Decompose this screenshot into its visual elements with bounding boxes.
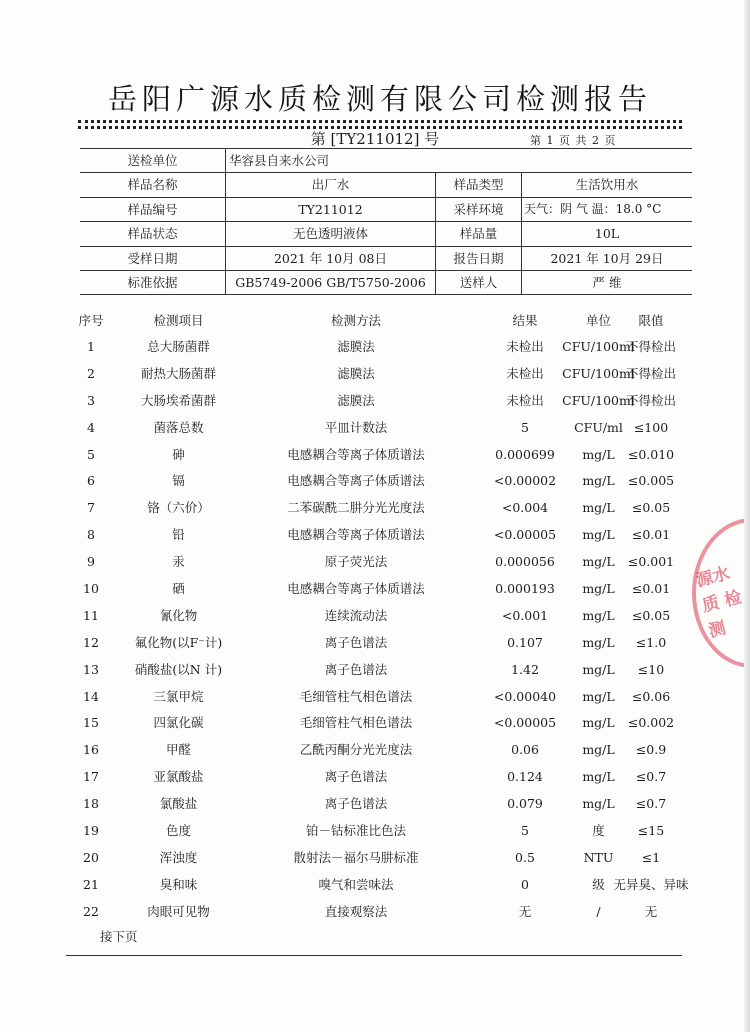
row-method: 平皿计数法 bbox=[324, 419, 388, 435]
row-no: 14 bbox=[83, 688, 99, 704]
row-method: 离子色谱法 bbox=[324, 661, 388, 677]
row-unit: 度 bbox=[592, 823, 605, 839]
info-row-dates bbox=[80, 247, 692, 271]
row-unit: mg/L bbox=[582, 500, 615, 516]
client-label: 送检单位 bbox=[80, 149, 226, 172]
row-no: 18 bbox=[83, 796, 99, 812]
test-rows bbox=[66, 334, 689, 926]
row-limit: ≤10 bbox=[637, 661, 665, 677]
row-item: 氯酸盐 bbox=[159, 796, 198, 812]
table-row bbox=[66, 361, 686, 388]
row-no: 7 bbox=[87, 500, 95, 516]
row-unit: mg/L bbox=[582, 634, 615, 650]
table-row bbox=[66, 657, 686, 684]
row-item: 四氯化碳 bbox=[153, 715, 204, 731]
row-unit: mg/L bbox=[582, 473, 615, 489]
row-result: 未检出 bbox=[506, 365, 544, 381]
row-item: 铬（六价） bbox=[147, 500, 210, 516]
row-result: <0.00040 bbox=[493, 688, 557, 704]
row-unit: CFU/100ml bbox=[562, 365, 635, 381]
table-row bbox=[66, 388, 686, 415]
row-limit: ≤0.05 bbox=[631, 500, 671, 516]
row-no: 19 bbox=[83, 823, 99, 839]
table-row bbox=[66, 522, 686, 549]
row-unit: CFU/100ml bbox=[562, 339, 635, 354]
row-unit: CFU/ml bbox=[574, 419, 623, 435]
table-row bbox=[66, 845, 686, 872]
row-unit: mg/L bbox=[582, 769, 615, 785]
row-unit: mg/L bbox=[582, 715, 615, 731]
row-result: 0.079 bbox=[507, 796, 543, 812]
row-result: 无 bbox=[518, 903, 532, 919]
row-limit: 不得检出 bbox=[625, 392, 676, 408]
row-method: 滤膜法 bbox=[337, 392, 375, 408]
table-row bbox=[66, 710, 686, 737]
row-no: 6 bbox=[87, 473, 95, 489]
client-value: 华容县自来水公司 bbox=[229, 153, 330, 168]
row-limit: ≤100 bbox=[633, 419, 669, 435]
row-unit: mg/L bbox=[582, 527, 615, 543]
sample-id-value: TY211012 bbox=[226, 198, 436, 221]
row-limit: 无 bbox=[644, 903, 658, 919]
row-limit: ≤15 bbox=[637, 823, 665, 839]
row-result: <0.001 bbox=[501, 607, 549, 623]
row-result: <0.00002 bbox=[493, 473, 557, 489]
row-no: 15 bbox=[83, 715, 99, 731]
sender-label: 送样人 bbox=[436, 271, 522, 294]
table-row bbox=[66, 415, 686, 442]
row-limit: ≤0.010 bbox=[627, 446, 675, 462]
row-no: 11 bbox=[83, 607, 99, 623]
row-item: 亚氯酸盐 bbox=[153, 769, 204, 785]
row-result: 5 bbox=[521, 823, 529, 839]
row-limit: ≤0.9 bbox=[635, 742, 667, 758]
row-method: 滤膜法 bbox=[337, 365, 375, 381]
row-item: 铅 bbox=[172, 527, 185, 543]
row-item: 色度 bbox=[165, 823, 191, 839]
row-item: 菌落总数 bbox=[153, 419, 204, 435]
row-no: 3 bbox=[87, 392, 95, 408]
row-result: 0.5 bbox=[515, 849, 535, 865]
header-limit: 限值 bbox=[638, 313, 664, 328]
row-result: 0.124 bbox=[507, 769, 543, 785]
row-limit: ≤1.0 bbox=[635, 634, 667, 650]
row-item: 臭和味 bbox=[159, 876, 198, 892]
row-result: 0.107 bbox=[507, 634, 543, 650]
header-unit: 单位 bbox=[585, 313, 611, 328]
row-no: 17 bbox=[83, 769, 99, 785]
table-row bbox=[66, 737, 686, 764]
row-item: 砷 bbox=[172, 446, 185, 462]
table-row bbox=[66, 468, 686, 495]
row-no: 4 bbox=[87, 419, 95, 435]
table-row bbox=[66, 791, 686, 818]
row-method: 电感耦合等离子体质谱法 bbox=[287, 581, 425, 597]
row-unit: NTU bbox=[583, 849, 614, 865]
row-result: 1.42 bbox=[511, 661, 539, 677]
sample-name-label: 样品名称 bbox=[80, 173, 226, 196]
table-row bbox=[66, 872, 689, 899]
row-limit: ≤0.005 bbox=[627, 473, 675, 489]
row-limit: 不得检出 bbox=[625, 339, 676, 354]
row-no: 2 bbox=[87, 365, 95, 381]
header-item: 检测项目 bbox=[153, 313, 204, 328]
row-unit: mg/L bbox=[582, 688, 615, 704]
sample-type-label: 样品类型 bbox=[436, 173, 522, 196]
row-unit: mg/L bbox=[582, 554, 615, 570]
row-result: 0 bbox=[521, 876, 529, 892]
row-limit: ≤0.01 bbox=[631, 527, 671, 543]
row-no: 1 bbox=[87, 339, 95, 354]
report-number: 第 [TY211012] 号 bbox=[310, 130, 440, 148]
row-method: 电感耦合等离子体质谱法 bbox=[287, 473, 425, 489]
table-row bbox=[66, 764, 686, 791]
env-value: 天气：阴 气 温：18.0 °C bbox=[524, 201, 662, 216]
row-method: 铂－钴标准比色法 bbox=[305, 823, 406, 839]
row-item: 大肠埃希菌群 bbox=[140, 392, 216, 408]
row-item: 汞 bbox=[172, 554, 185, 570]
header-no: 序号 bbox=[78, 313, 104, 328]
row-no: 8 bbox=[87, 527, 95, 543]
row-limit: ≤0.06 bbox=[631, 688, 671, 704]
table-row bbox=[66, 603, 686, 630]
info-row-sample-id bbox=[80, 198, 692, 222]
row-method: 滤膜法 bbox=[337, 339, 375, 354]
row-method: 乙酰丙酮分光光度法 bbox=[299, 742, 413, 758]
table-row bbox=[66, 495, 686, 522]
row-unit: mg/L bbox=[582, 581, 615, 597]
row-limit: ≤0.002 bbox=[627, 715, 675, 731]
row-method: 连续流动法 bbox=[324, 607, 388, 623]
row-unit: mg/L bbox=[582, 607, 615, 623]
row-method: 离子色谱法 bbox=[324, 796, 388, 812]
sample-name-value: 出厂水 bbox=[226, 173, 436, 196]
row-item: 镉 bbox=[172, 473, 185, 489]
env-label: 采样环境 bbox=[436, 198, 522, 221]
row-limit: 不得检出 bbox=[625, 365, 676, 381]
row-item: 氟化物(以F⁻计) bbox=[134, 634, 223, 650]
row-method: 离子色谱法 bbox=[324, 769, 388, 785]
report-date-label: 报告日期 bbox=[436, 247, 522, 270]
row-item: 三氯甲烷 bbox=[153, 688, 204, 704]
row-item: 硝酸盐(以N 计) bbox=[134, 661, 223, 677]
table-row bbox=[66, 576, 686, 603]
row-no: 9 bbox=[87, 554, 95, 570]
row-result: 5 bbox=[521, 419, 529, 435]
row-method: 电感耦合等离子体质谱法 bbox=[287, 527, 425, 543]
row-no: 13 bbox=[83, 661, 99, 677]
header-method: 检测方法 bbox=[330, 313, 381, 328]
row-limit: ≤0.7 bbox=[635, 796, 667, 812]
report-title: 岳阳广源水质检测有限公司检测报告 bbox=[107, 82, 652, 116]
title-divider bbox=[78, 120, 682, 123]
row-method: 散射法－福尔马肼标准 bbox=[293, 849, 419, 865]
sample-id-label: 样品编号 bbox=[80, 198, 226, 221]
row-no: 10 bbox=[83, 581, 99, 597]
row-result: 0.000193 bbox=[495, 581, 555, 597]
row-unit: mg/L bbox=[582, 742, 615, 758]
page-number: 第 1 页 共 2 页 bbox=[530, 134, 616, 147]
row-result: <0.004 bbox=[501, 500, 549, 516]
header-result: 结果 bbox=[512, 313, 538, 328]
row-unit: mg/L bbox=[582, 446, 615, 462]
row-result: <0.00005 bbox=[493, 527, 557, 543]
page-edge bbox=[744, 0, 750, 1032]
standard-label: 标准依据 bbox=[80, 271, 226, 294]
info-row-sample-name bbox=[80, 173, 692, 197]
row-item: 浑浊度 bbox=[159, 849, 198, 865]
row-method: 二苯碳酰二肼分光光度法 bbox=[287, 500, 425, 516]
row-item: 耐热大肠菌群 bbox=[140, 365, 216, 381]
info-row-state bbox=[80, 222, 692, 246]
bottom-divider bbox=[66, 955, 682, 956]
row-method: 原子荧光法 bbox=[324, 554, 388, 570]
table-row bbox=[66, 818, 686, 845]
row-no: 22 bbox=[83, 903, 99, 919]
qty-label: 样品量 bbox=[436, 222, 522, 245]
state-label: 样品状态 bbox=[80, 222, 226, 245]
row-method: 毛细管柱气相色谱法 bbox=[299, 688, 413, 704]
row-result: 0.000056 bbox=[495, 554, 555, 570]
company-seal-text: 源水质 检测 bbox=[694, 563, 744, 642]
info-row-standard bbox=[80, 271, 692, 295]
table-row bbox=[66, 334, 686, 361]
table-row bbox=[66, 899, 686, 926]
row-limit: ≤0.001 bbox=[627, 554, 675, 570]
row-method: 毛细管柱气相色谱法 bbox=[299, 715, 413, 731]
sample-type-value: 生活饮用水 bbox=[575, 177, 639, 193]
test-header-row bbox=[66, 308, 686, 334]
row-unit: CFU/100ml bbox=[562, 392, 635, 408]
row-item: 甲醛 bbox=[165, 742, 191, 758]
row-limit: 无异臭、异味 bbox=[613, 876, 689, 892]
receive-date-value: 2021 年 10月 08日 bbox=[226, 247, 436, 270]
row-item: 总大肠菌群 bbox=[147, 339, 210, 354]
qty-value: 10L bbox=[594, 226, 620, 242]
receive-date-label: 受样日期 bbox=[80, 247, 226, 270]
row-unit: mg/L bbox=[582, 796, 615, 812]
row-no: 5 bbox=[87, 446, 95, 462]
sender-value: 严 维 bbox=[592, 274, 622, 290]
row-unit: 级 bbox=[592, 876, 605, 892]
row-unit: / bbox=[596, 903, 601, 919]
row-no: 21 bbox=[83, 876, 99, 892]
continue-label: 接下页 bbox=[100, 929, 138, 944]
row-item: 氰化物 bbox=[159, 607, 198, 623]
report-date-value: 2021 年 10月 29日 bbox=[550, 250, 664, 266]
info-row-client bbox=[80, 148, 692, 173]
row-no: 12 bbox=[83, 634, 99, 650]
row-item: 硒 bbox=[172, 581, 185, 597]
row-result: 未检出 bbox=[506, 339, 544, 354]
table-row bbox=[66, 442, 686, 469]
row-limit: ≤0.05 bbox=[631, 607, 671, 623]
standard-value: GB5749-2006 GB/T5750-2006 bbox=[226, 271, 436, 294]
row-unit: mg/L bbox=[582, 661, 615, 677]
table-row bbox=[66, 630, 686, 657]
row-result: 未检出 bbox=[506, 392, 544, 408]
sample-info-table bbox=[80, 148, 692, 295]
row-limit: ≤1 bbox=[641, 849, 661, 865]
row-result: 0.06 bbox=[511, 742, 539, 758]
row-method: 离子色谱法 bbox=[324, 634, 388, 650]
row-limit: ≤0.7 bbox=[635, 769, 667, 785]
row-result: 0.000699 bbox=[495, 446, 555, 462]
state-value: 无色透明液体 bbox=[226, 222, 436, 245]
row-method: 嗅气和尝味法 bbox=[318, 876, 394, 892]
table-row bbox=[66, 549, 686, 576]
row-method: 直接观察法 bbox=[324, 903, 388, 919]
row-no: 16 bbox=[83, 742, 99, 758]
row-item: 肉眼可见物 bbox=[147, 903, 210, 919]
row-no: 20 bbox=[83, 849, 99, 865]
test-results-table bbox=[66, 308, 689, 926]
table-row bbox=[66, 684, 686, 711]
row-method: 电感耦合等离子体质谱法 bbox=[287, 446, 425, 462]
row-result: <0.00005 bbox=[493, 715, 557, 731]
row-limit: ≤0.01 bbox=[631, 581, 671, 597]
